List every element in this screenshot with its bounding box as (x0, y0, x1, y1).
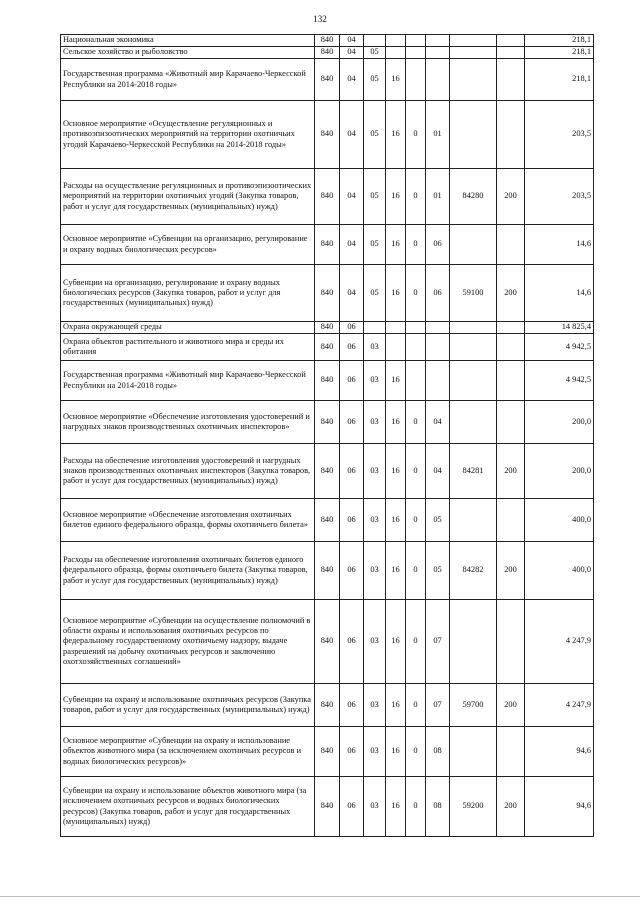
row-name-cell: Основное мероприятие «Обеспечение изготовления охотничьих билетов единого федерального образца, формы охотничьего билета» (61, 499, 315, 542)
row-name-cell: Расходы на обеспечение изготовления охотничьих билетов единого федерального образца, формы охотничьего билета (Закупка товаров, работ и услуг для государственных (муниципальных) нужд) (61, 542, 315, 600)
direction-code-cell (450, 35, 497, 47)
expense-type-cell: 200 (497, 265, 525, 322)
amount-cell: 400,0 (525, 542, 594, 600)
ved-code-cell: 840 (315, 777, 340, 837)
row-name-cell: Субвенции на охрану и использование охотничьих ресурсов (Закупка товаров, работ и услуг для государственных (муниципальных) нужд) (61, 684, 315, 727)
row-name-cell: Субвенции на организацию, регулирование и охрану водных биологических ресурсов (Закупка товаров, работ и услуг для государственных (муниципальных) нужд) (61, 265, 315, 322)
amount-cell: 203,5 (525, 169, 594, 225)
program-code-cell (386, 334, 406, 361)
ved-code-cell: 840 (315, 47, 340, 59)
section-code-cell: 04 (340, 169, 364, 225)
program-code-cell: 16 (386, 684, 406, 727)
ved-code-cell: 840 (315, 542, 340, 600)
section-code-cell: 06 (340, 777, 364, 837)
row-name-cell: Основное мероприятие «Субвенции на осуществление полномочий в области охраны и использования охотничьих ресурсов по федеральному государственному охотничьему надзору, выдаче разрешений на добычу охотничьих ресурсов и заключению охотхозяйственных соглашений» (61, 600, 315, 684)
subsection-code-cell: 05 (364, 101, 386, 169)
expense-type-cell (497, 499, 525, 542)
section-code-cell: 06 (340, 600, 364, 684)
amount-cell: 203,5 (525, 101, 594, 169)
ved-code-cell: 840 (315, 225, 340, 265)
activity-code-cell (426, 35, 450, 47)
table-row (61, 101, 594, 169)
program-code-cell: 16 (386, 265, 406, 322)
row-name-cell: Основное мероприятие «Субвенции на охрану и использование объектов животного мира (за исключением охотничьих ресурсов и водных биологических ресурсов)» (61, 727, 315, 777)
section-code-cell: 04 (340, 265, 364, 322)
subprogram-code-cell: 0 (406, 401, 426, 444)
section-code-cell: 04 (340, 101, 364, 169)
expense-type-cell (497, 361, 525, 401)
section-code-cell: 06 (340, 444, 364, 499)
direction-code-cell (450, 59, 497, 101)
program-code-cell: 16 (386, 600, 406, 684)
ved-code-cell: 840 (315, 499, 340, 542)
ved-code-cell: 840 (315, 727, 340, 777)
program-code-cell: 16 (386, 542, 406, 600)
section-code-cell: 06 (340, 727, 364, 777)
expense-type-cell (497, 35, 525, 47)
row-name-cell: Субвенции на охрану и использование объектов животного мира (за исключением охотничьих ресурсов и водных биологических ресурсов) (Закупка товаров, работ и услуг для государственных (муниципальных) нужд) (61, 777, 315, 837)
page-bottom-rule (0, 896, 640, 897)
expense-type-cell (497, 322, 525, 334)
activity-code-cell: 08 (426, 727, 450, 777)
ved-code-cell: 840 (315, 334, 340, 361)
activity-code-cell: 06 (426, 265, 450, 322)
expense-type-cell: 200 (497, 777, 525, 837)
subprogram-code-cell: 0 (406, 444, 426, 499)
subsection-code-cell: 03 (364, 727, 386, 777)
activity-code-cell (426, 59, 450, 101)
direction-code-cell: 84281 (450, 444, 497, 499)
subsection-code-cell: 05 (364, 169, 386, 225)
subsection-code-cell: 05 (364, 47, 386, 59)
expense-type-cell (497, 101, 525, 169)
direction-code-cell (450, 600, 497, 684)
amount-cell: 400,0 (525, 499, 594, 542)
amount-cell: 4 247,9 (525, 600, 594, 684)
activity-code-cell: 06 (426, 225, 450, 265)
table-row (61, 361, 594, 401)
activity-code-cell: 04 (426, 401, 450, 444)
amount-cell: 4 942,5 (525, 361, 594, 401)
direction-code-cell (450, 334, 497, 361)
direction-code-cell: 84280 (450, 169, 497, 225)
activity-code-cell: 08 (426, 777, 450, 837)
table-row (61, 35, 594, 47)
subsection-code-cell: 03 (364, 499, 386, 542)
program-code-cell: 16 (386, 59, 406, 101)
activity-code-cell: 04 (426, 444, 450, 499)
expense-type-cell (497, 727, 525, 777)
section-code-cell: 04 (340, 59, 364, 101)
direction-code-cell: 59100 (450, 265, 497, 322)
subsection-code-cell: 03 (364, 334, 386, 361)
amount-cell: 4 247,9 (525, 684, 594, 727)
activity-code-cell (426, 334, 450, 361)
direction-code-cell (450, 322, 497, 334)
program-code-cell (386, 47, 406, 59)
subsection-code-cell: 05 (364, 225, 386, 265)
row-name-cell: Основное мероприятие «Обеспечение изготовления удостоверений и нагрудных знаков производственных охотничьих инспекторов» (61, 401, 315, 444)
table-row (61, 334, 594, 361)
amount-cell: 14,6 (525, 225, 594, 265)
program-code-cell: 16 (386, 101, 406, 169)
row-name-cell: Государственная программа «Животный мир Карачаево-Черкесской Республики на 2014-2018 годы» (61, 59, 315, 101)
amount-cell: 218,1 (525, 59, 594, 101)
direction-code-cell (450, 401, 497, 444)
ved-code-cell: 840 (315, 265, 340, 322)
ved-code-cell: 840 (315, 361, 340, 401)
section-code-cell: 04 (340, 47, 364, 59)
direction-code-cell: 59700 (450, 684, 497, 727)
section-code-cell: 06 (340, 542, 364, 600)
page-number: 132 (313, 14, 327, 24)
expense-type-cell: 200 (497, 444, 525, 499)
amount-cell: 4 942,5 (525, 334, 594, 361)
table-row (61, 169, 594, 225)
row-name-cell: Охрана объектов растительного и животного мира и среды их обитания (61, 334, 315, 361)
table-row (61, 684, 594, 727)
table-row (61, 59, 594, 101)
subsection-code-cell: 03 (364, 401, 386, 444)
activity-code-cell (426, 47, 450, 59)
subprogram-code-cell: 0 (406, 265, 426, 322)
row-name-cell: Сельское хозяйство и рыболовство (61, 47, 315, 59)
amount-cell: 14 825,4 (525, 322, 594, 334)
subsection-code-cell: 03 (364, 684, 386, 727)
subprogram-code-cell: 0 (406, 101, 426, 169)
subprogram-code-cell: 0 (406, 542, 426, 600)
subprogram-code-cell: 0 (406, 169, 426, 225)
section-code-cell: 04 (340, 225, 364, 265)
subsection-code-cell: 05 (364, 59, 386, 101)
program-code-cell: 16 (386, 499, 406, 542)
ved-code-cell: 840 (315, 169, 340, 225)
subsection-code-cell: 03 (364, 777, 386, 837)
row-name-cell: Основное мероприятие «Субвенции на организацию, регулирование и охрану водных биологических ресурсов» (61, 225, 315, 265)
subprogram-code-cell (406, 361, 426, 401)
section-code-cell: 06 (340, 684, 364, 727)
ved-code-cell: 840 (315, 35, 340, 47)
program-code-cell: 16 (386, 225, 406, 265)
activity-code-cell (426, 322, 450, 334)
section-code-cell: 04 (340, 35, 364, 47)
subprogram-code-cell: 0 (406, 777, 426, 837)
activity-code-cell: 01 (426, 101, 450, 169)
expense-type-cell (497, 401, 525, 444)
expense-type-cell (497, 47, 525, 59)
table-row (61, 322, 594, 334)
table-row (61, 600, 594, 684)
program-code-cell: 16 (386, 169, 406, 225)
table-row (61, 727, 594, 777)
subprogram-code-cell (406, 35, 426, 47)
activity-code-cell (426, 361, 450, 401)
table-row (61, 47, 594, 59)
subsection-code-cell: 03 (364, 600, 386, 684)
subsection-code-cell (364, 35, 386, 47)
ved-code-cell: 840 (315, 322, 340, 334)
program-code-cell: 16 (386, 727, 406, 777)
expense-type-cell (497, 600, 525, 684)
subprogram-code-cell (406, 322, 426, 334)
subprogram-code-cell: 0 (406, 225, 426, 265)
amount-cell: 94,6 (525, 727, 594, 777)
ved-code-cell: 840 (315, 444, 340, 499)
section-code-cell: 06 (340, 499, 364, 542)
activity-code-cell: 05 (426, 499, 450, 542)
expense-type-cell: 200 (497, 169, 525, 225)
activity-code-cell: 07 (426, 600, 450, 684)
ved-code-cell: 840 (315, 59, 340, 101)
ved-code-cell: 840 (315, 600, 340, 684)
section-code-cell: 06 (340, 401, 364, 444)
subsection-code-cell (364, 322, 386, 334)
program-code-cell: 16 (386, 401, 406, 444)
row-name-cell: Охрана окружающей среды (61, 322, 315, 334)
expense-type-cell (497, 334, 525, 361)
activity-code-cell: 01 (426, 169, 450, 225)
subprogram-code-cell (406, 59, 426, 101)
direction-code-cell (450, 499, 497, 542)
direction-code-cell (450, 727, 497, 777)
table-row (61, 225, 594, 265)
subprogram-code-cell: 0 (406, 684, 426, 727)
row-name-cell: Государственная программа «Животный мир Карачаево-Черкесской Республики на 2014-2018 годы» (61, 361, 315, 401)
activity-code-cell: 07 (426, 684, 450, 727)
amount-cell: 14,6 (525, 265, 594, 322)
amount-cell: 200,0 (525, 401, 594, 444)
row-name-cell: Национальная экономика (61, 35, 315, 47)
direction-code-cell (450, 101, 497, 169)
direction-code-cell: 59200 (450, 777, 497, 837)
subsection-code-cell: 03 (364, 542, 386, 600)
subprogram-code-cell: 0 (406, 600, 426, 684)
row-name-cell: Основное мероприятие «Осуществление регуляционных и противоэпизоотических мероприятий на территории охотничьих угодий Карачаево-Черкесской Республики на 2014-2018 годы» (61, 101, 315, 169)
program-code-cell: 16 (386, 777, 406, 837)
ved-code-cell: 840 (315, 684, 340, 727)
program-code-cell (386, 322, 406, 334)
table-row (61, 265, 594, 322)
direction-code-cell (450, 47, 497, 59)
expense-type-cell (497, 59, 525, 101)
program-code-cell: 16 (386, 361, 406, 401)
activity-code-cell: 05 (426, 542, 450, 600)
direction-code-cell: 84282 (450, 542, 497, 600)
subprogram-code-cell (406, 47, 426, 59)
expense-type-cell: 200 (497, 684, 525, 727)
amount-cell: 218,1 (525, 35, 594, 47)
row-name-cell: Расходы на осуществление регуляционных и противоэпизоотических мероприятий на территории охотничьих угодий (Закупка товаров, работ и услуг для государственных (муниципальных) нужд) (61, 169, 315, 225)
subsection-code-cell: 05 (364, 265, 386, 322)
amount-cell: 200,0 (525, 444, 594, 499)
direction-code-cell (450, 225, 497, 265)
subprogram-code-cell: 0 (406, 727, 426, 777)
subprogram-code-cell (406, 334, 426, 361)
table-row (61, 777, 594, 837)
section-code-cell: 06 (340, 361, 364, 401)
program-code-cell (386, 35, 406, 47)
direction-code-cell (450, 361, 497, 401)
subsection-code-cell: 03 (364, 444, 386, 499)
section-code-cell: 06 (340, 322, 364, 334)
ved-code-cell: 840 (315, 101, 340, 169)
table-row (61, 444, 594, 499)
table-row (61, 542, 594, 600)
table-row (61, 499, 594, 542)
row-name-cell: Расходы на обеспечение изготовления удостоверений и нагрудных знаков производственных охотничьих инспекторов (Закупка товаров, работ и услуг для государственных (муниципальных) нужд) (61, 444, 315, 499)
expense-type-cell (497, 225, 525, 265)
subsection-code-cell: 03 (364, 361, 386, 401)
expense-type-cell: 200 (497, 542, 525, 600)
table-row (61, 401, 594, 444)
subprogram-code-cell: 0 (406, 499, 426, 542)
table-body (61, 35, 594, 837)
amount-cell: 218,1 (525, 47, 594, 59)
section-code-cell: 06 (340, 334, 364, 361)
ved-code-cell: 840 (315, 401, 340, 444)
budget-table (60, 34, 594, 837)
program-code-cell: 16 (386, 444, 406, 499)
amount-cell: 94,6 (525, 777, 594, 837)
